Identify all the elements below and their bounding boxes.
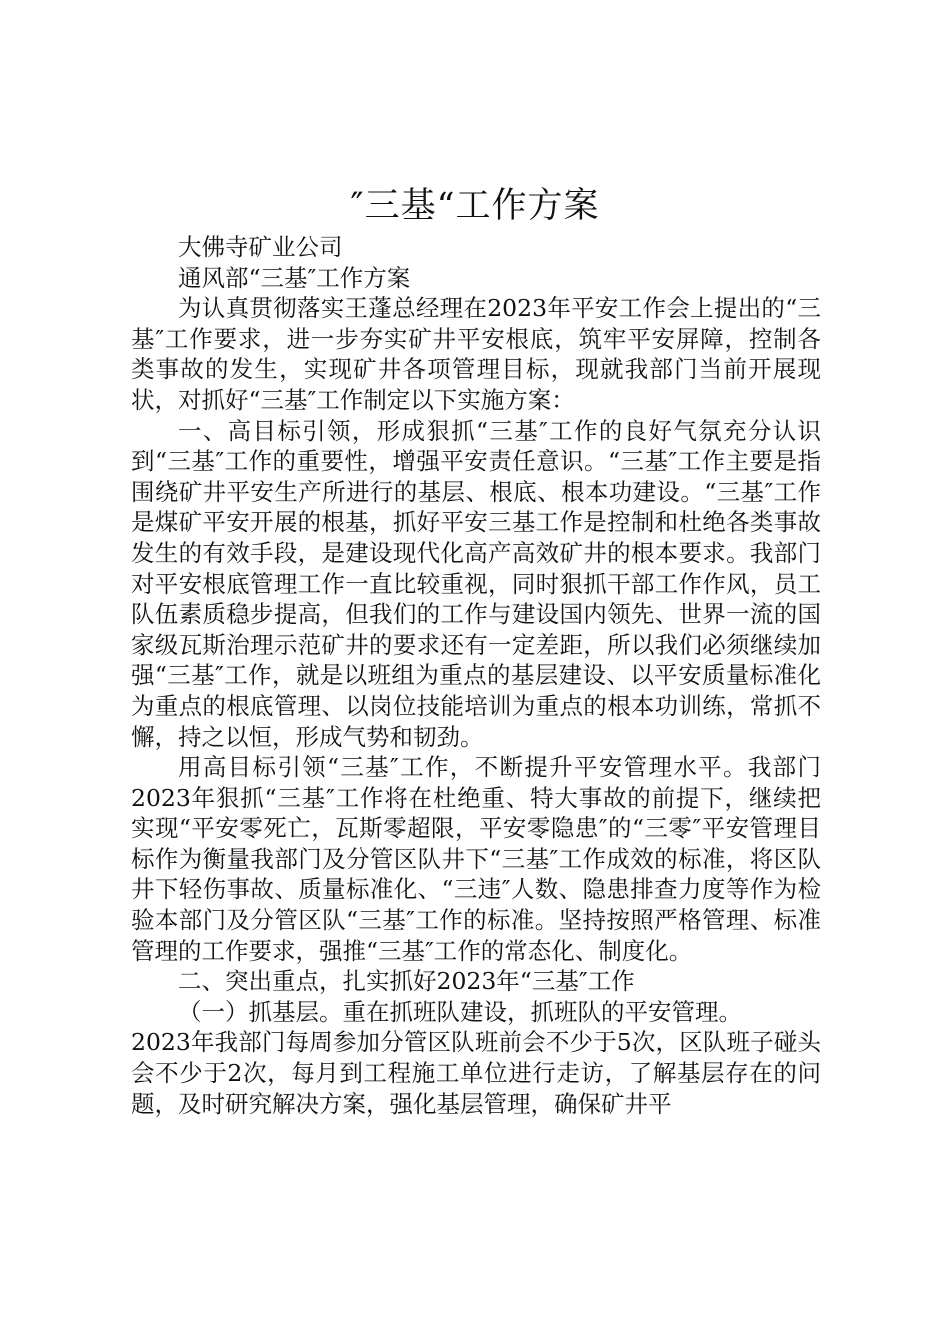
intro-paragraph: 为认真贯彻落实王蓬总经理在2023年平安工作会上提出的“三基″工作要求，进一步夯实矿井平安根底，筑牢平安屏障，控制各类事故的发生，实现矿井各项管理目标，现就我部门当前开展现状，对抓好“三基″工作制定以下实施方案： bbox=[131, 294, 821, 414]
section-two-heading: 二、突出重点，扎实抓好2023年“三基″工作 bbox=[178, 967, 635, 996]
document-title: ″三基“工作方案 bbox=[350, 186, 600, 226]
section-one-paragraph: 一、高目标引领，形成狠抓“三基″工作的良好气氛充分认识到“三基″工作的重要性，增强平安责任意识。“三基″工作主要是指围绕矿井平安生产所进行的基层、根底、根本功建设。“三基″工作是煤矿平安开展的根基，抓好平安三基工作是控制和杜绝各类事故发生的有效手段，是建设现代化高产高效矿井的根本要求。我部门对平安根底管理工作一直比较重视，同时狠抓干部工作作风，员工队伍素质稳步提高，但我们的工作与建设国内领先、世界一流的国家级瓦斯治理示范矿井的要求还有一定差距，所以我们必须继续加强“三基″工作，就是以班组为重点的基层建设、以平安质量标准化为重点的根底管理、以岗位技能培训为重点的根本功训练，常抓不懈，持之以恒，形成气势和韧劲。 bbox=[131, 416, 821, 751]
subsection-one-heading: （一）抓基层。重在抓班队建设，抓班队的平安管理。 bbox=[178, 997, 742, 1026]
document-body bbox=[131, 232, 821, 1119]
subtitle-paragraph: 通风部“三基″工作方案 bbox=[178, 263, 411, 292]
company-name-paragraph: 大佛寺矿业公司 bbox=[178, 233, 343, 261]
subsection-one-paragraph: 2023年我部门每周参加分管区队班前会不少于5次，区队班子碰头会不少于2次，每月到工程施工单位进行走访，了解基层存在的问题，及时研究解决方案，强化基层管理，确保矿井平 bbox=[131, 1028, 821, 1118]
goal-paragraph: 用高目标引领“三基″工作，不断提升平安管理水平。我部门2023年狠抓“三基″工作将在杜绝重、特大事故的前提下，继续把实现“平安零死亡，瓦斯零超限，平安零隐患″的“三零″平安管理目标作为衡量我部门及分管区队井下“三基″工作成效的标准，将区队井下轻伤事故、质量标准化、“三违″人数、隐患排查力度等作为检验本部门及分管区队“三基″工作的标准。坚持按照严格管理、标准管理的工作要求，强推“三基″工作的常态化、制度化。 bbox=[131, 753, 821, 965]
